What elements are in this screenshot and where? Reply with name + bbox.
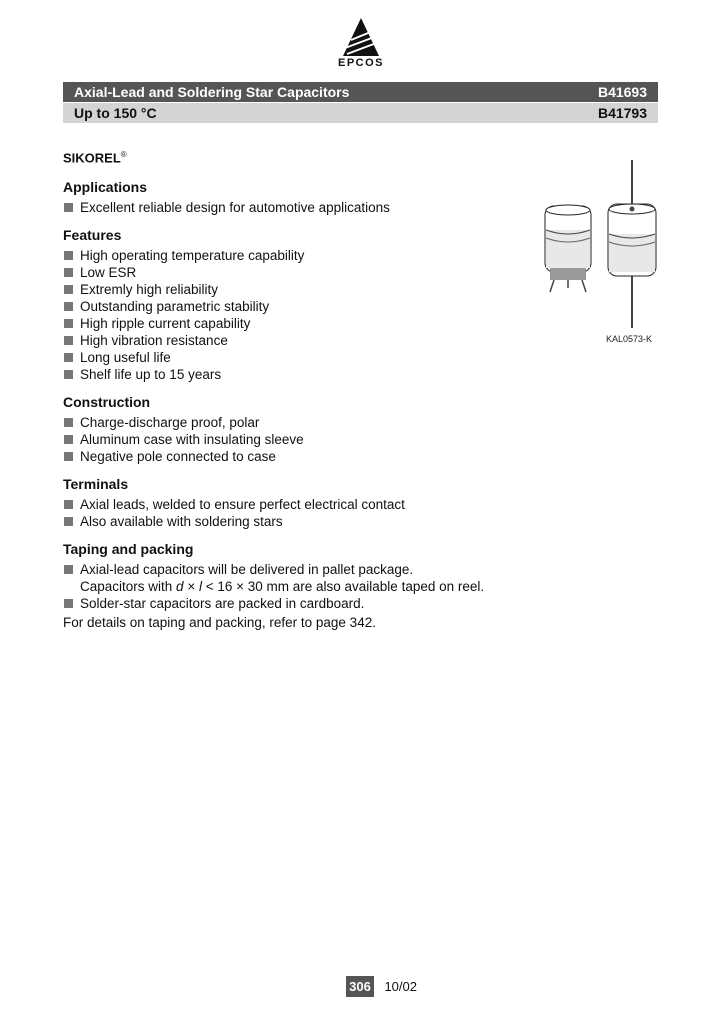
registered-mark: ® xyxy=(120,150,127,159)
list-item: High vibration resistance xyxy=(63,332,523,349)
document-title: Axial-Lead and Soldering Star Capacitors xyxy=(74,84,350,100)
section-features xyxy=(63,227,523,383)
list-item: Negative pole connected to case xyxy=(63,448,523,465)
page-footer xyxy=(346,976,417,998)
section-construction xyxy=(63,394,523,465)
taping-continuation: Capacitors with d × l < 16 × 30 mm are also available taped on reel. xyxy=(80,579,485,595)
capacitor-illustration xyxy=(540,158,664,348)
brand-name: SIKOREL® xyxy=(63,150,127,166)
list-item: Excellent reliable design for automotive applications xyxy=(63,199,523,216)
issue-date: 10/02 xyxy=(384,979,417,994)
list-item: Charge-discharge proof, polar xyxy=(63,414,523,431)
document-subtitle: Up to 150 °C xyxy=(74,105,157,121)
main-content xyxy=(63,150,523,631)
list-item: Extremly high reliability xyxy=(63,281,523,298)
axial-lead-capacitor xyxy=(608,160,656,328)
list-item: High operating temperature capability xyxy=(63,247,523,264)
list-item: Aluminum case with insulating sleeve xyxy=(63,431,523,448)
title-bar xyxy=(63,82,658,102)
page-number: 306 xyxy=(346,976,374,997)
part-number-1: B41693 xyxy=(597,84,647,100)
section-applications xyxy=(63,179,523,216)
list-item: Shelf life up to 15 years xyxy=(63,366,523,383)
figure-label: KAL0573-K xyxy=(606,334,653,344)
section-terminals xyxy=(63,476,523,530)
logo-text: EPCOS xyxy=(337,57,384,69)
section-title: Terminals xyxy=(63,476,129,493)
section-title: Features xyxy=(63,227,122,244)
list-item: Outstanding parametric stability xyxy=(63,298,523,315)
epcos-logo xyxy=(331,18,391,72)
section-taping xyxy=(63,541,523,612)
section-title: Applications xyxy=(63,179,148,196)
list-item: High ripple current capability xyxy=(63,315,523,332)
list-item: Solder-star capacitors are packed in cardboard. xyxy=(63,595,523,612)
section-title: Taping and packing xyxy=(63,541,194,558)
list-item: Axial-lead capacitors will be delivered in pallet package. xyxy=(63,561,523,578)
list-item: Long useful life xyxy=(63,349,523,366)
solder-star-capacitor xyxy=(545,205,591,292)
subtitle-bar xyxy=(63,103,658,123)
epcos-triangle-icon xyxy=(341,18,381,56)
section-title: Construction xyxy=(63,394,151,411)
part-number-2: B41793 xyxy=(597,105,647,121)
details-note: For details on taping and packing, refer to page 342. xyxy=(63,615,376,631)
list-item: Low ESR xyxy=(63,264,523,281)
list-item: Axial leads, welded to ensure perfect electrical contact xyxy=(63,496,523,513)
list-item: Also available with soldering stars xyxy=(63,513,523,530)
